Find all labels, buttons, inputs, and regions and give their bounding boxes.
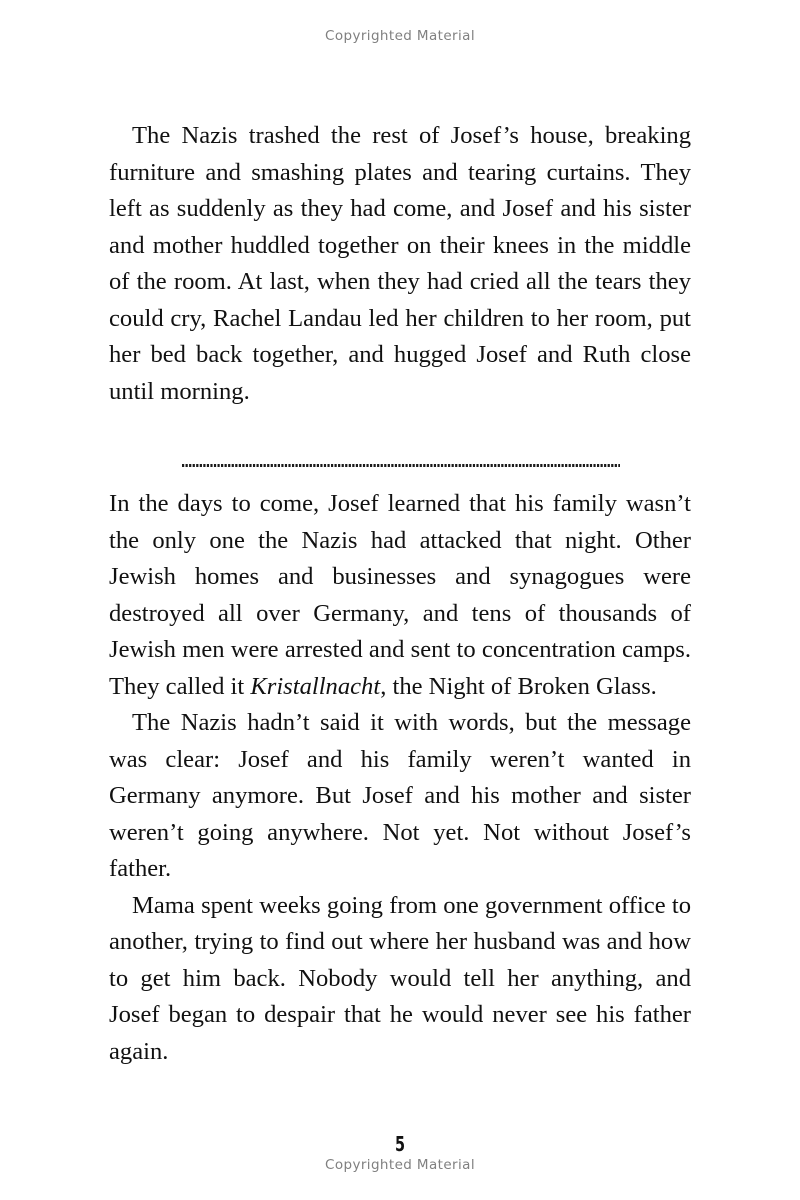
scene-break-divider xyxy=(182,462,620,468)
scene-break-spacer xyxy=(109,410,691,486)
foreign-term-kristallnacht: Kristallnacht xyxy=(250,672,381,700)
page-number: 5 xyxy=(394,1132,406,1156)
paragraph-2 xyxy=(109,486,691,705)
paragraph-1: The Nazis trashed the rest of Josef’s house, breaking furniture and smashing plates and tearing curtains. They left as suddenly as they had come, and Josef and his sister and mother huddled together on their knees in the middle of the room. At last, when they had cried all the tears they could cry, Rachel Landau led her children to her room, put her bed back together, and hugged Josef and Ruth close until morning. xyxy=(109,122,691,405)
paragraph-3: The Nazis hadn’t said it with words, but the message was clear: Josef and his family weren’t wanted in Germany anymore. But Josef and his mother and sister weren’t going anywhere. Not yet. Not without Josef’s father. xyxy=(109,709,691,882)
copyright-watermark-bottom: Copyrighted Material xyxy=(325,1157,475,1173)
copyright-watermark-top: Copyrighted Material xyxy=(325,28,475,44)
paragraph-2-part-1: In the days to come, Josef learned that his family wasn’t the only one the Nazis had attacked that night. Other Jewish homes and businesses and synagogues were destroyed all over Germany, and tens of thousands of Jewish men were arrested and sent to concentration camps. They called it xyxy=(109,490,691,700)
paragraph-2-part-2: , the Night of Broken Glass. xyxy=(380,672,657,700)
page-text-block xyxy=(109,118,691,1070)
paragraph-4: Mama spent weeks going from one government office to another, trying to find out where her husband was and how to get him back. Nobody would tell her anything, and Josef began to despair that he would never see his father again. xyxy=(109,891,691,1065)
